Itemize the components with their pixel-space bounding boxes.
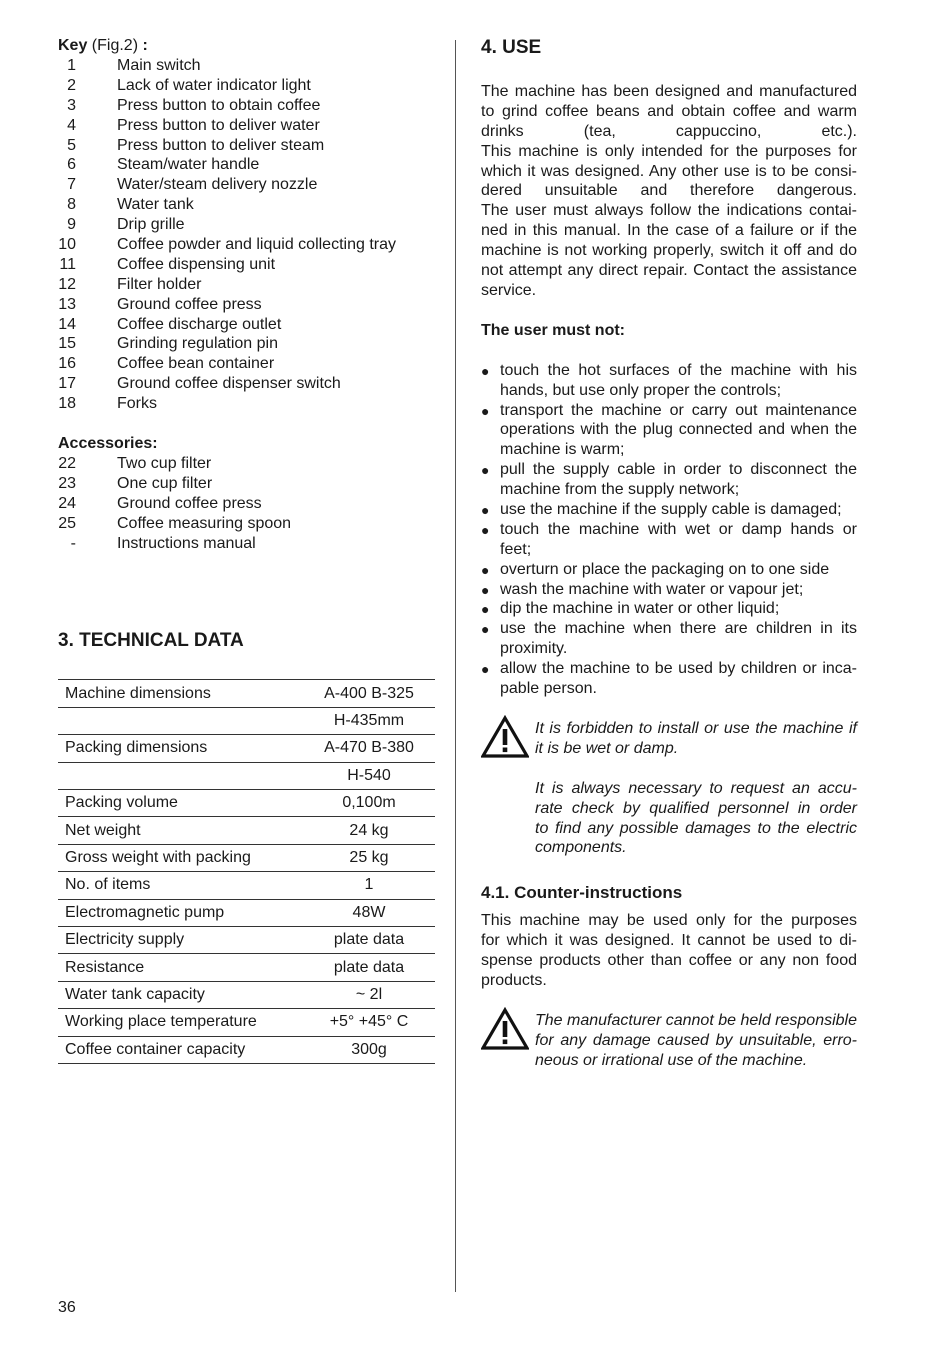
text-line: The manufacturer cannot be held responsible [535,1011,857,1029]
item-number: 1 [67,57,76,74]
table-row [58,927,435,954]
counter-instructions-paragraph [481,911,857,991]
text-line: ned in this manual. In the case of a failure or if the [481,222,857,240]
text-line: It is forbidden to install or use the machine if [535,719,857,737]
list-item [481,659,857,699]
text-line: The machine has been designed and manufactured [481,83,857,100]
list-item [58,514,436,534]
text-line: proximity. [500,640,568,658]
spec-value: ~ 2l [303,981,435,1008]
list-item [481,599,857,619]
text-line: ● dip the machine in water or other liquid; [500,600,780,618]
spec-value: H-435mm [303,707,435,734]
warning-text-check [535,779,857,859]
spec-value: 300g [303,1036,435,1063]
item-label: Forks [117,395,157,413]
text-line: service. [481,281,537,299]
item-number: 4 [67,116,76,134]
item-number: 23 [58,474,76,492]
spec-label: Packing dimensions [58,735,303,762]
item-number: 22 [58,455,76,473]
spec-label: Working place temperature [58,1009,303,1036]
text-line: for which it was designed. It cannot be used to di- [481,932,857,950]
list-item [58,374,436,394]
item-label: Coffee powder and liquid collecting tray [117,236,396,254]
table-row [58,817,435,844]
item-label: Drip grille [117,216,185,234]
text-line: machine is warm; [500,441,625,459]
use-heading: 4. USE [481,37,542,58]
list-item [481,500,857,520]
item-number: 7 [67,176,76,194]
list-item [58,215,436,235]
text-line: ● pull the supply cable in order to disconnect the [500,461,857,479]
text-line: rate check by qualified personnel in order [535,799,857,817]
item-label: Steam/water handle [117,156,260,174]
spec-label [58,707,303,734]
item-label: Ground coffee press [117,494,262,512]
item-number: 5 [67,136,76,154]
key-title: Key [58,37,88,54]
spec-value: plate data [303,954,435,981]
spec-label: Gross weight with packing [58,844,303,871]
item-label: Coffee dispensing unit [117,255,276,273]
item-label: Ground coffee dispenser switch [117,375,341,393]
item-number: 6 [67,156,76,174]
list-item [58,255,436,275]
text-line: drinks (tea, cappuccino, etc.). [481,122,857,140]
table-row [58,844,435,871]
list-item [58,295,436,315]
warning-block [481,719,857,858]
text-line: ● touch the machine with wet or damp hands or [500,520,857,538]
text-line: pable person. [500,680,597,698]
spec-label [58,762,303,789]
list-item [58,175,436,195]
text-line: to find any possible damages to the electric [535,819,857,837]
page-number: 36 [58,1299,76,1316]
key-heading [58,36,436,56]
item-label: One cup filter [117,474,213,492]
warning-text-wet [535,719,857,759]
text-line: ● use the machine if the supply cable is damaged; [500,501,842,519]
item-number: 14 [58,315,76,333]
spec-value: 48W [303,899,435,926]
table-row [58,680,435,707]
spec-label: Water tank capacity [58,981,303,1008]
list-item [481,401,857,461]
warning-triangle-icon [481,715,529,759]
key-list [58,56,436,414]
item-label: Coffee discharge outlet [117,315,282,333]
table-row [58,899,435,926]
spec-value: H-540 [303,762,435,789]
text-line: ● use the machine when there are children in its [500,620,857,638]
table-row [58,735,435,762]
item-number: - [70,534,76,552]
spec-label: Coffee container capacity [58,1036,303,1063]
text-line: operations with the plug connected and when the [500,421,857,439]
list-item [481,560,857,580]
text-line: machine from the supply network; [500,481,740,499]
item-number: 15 [58,335,76,353]
right-column [481,36,857,1071]
spec-label: Net weight [58,817,303,844]
warning-text-responsibility [535,1011,857,1071]
item-number: 12 [58,275,76,293]
text-line: The user must always follow the indications contai- [481,202,857,220]
user-must-not-heading: The user must not: [481,321,626,339]
key-colon: : [142,37,148,54]
spec-value: 1 [303,872,435,899]
text-line: dered unsuitable and therefore dangerous. [481,182,857,200]
text-line: feet; [500,540,532,558]
use-intro-paragraph [481,82,857,301]
table-row [58,762,435,789]
technical-data-heading: 3. TECHNICAL DATA [58,630,244,652]
list-item [58,116,436,136]
item-label: Main switch [117,57,201,74]
item-number: 8 [67,196,76,214]
text-line: it is be wet or damp. [535,739,679,757]
text-line: It is always necessary to request an accu- [535,779,857,797]
table-row [58,954,435,981]
spec-value: +5° +45° C [303,1009,435,1036]
item-number: 13 [58,295,76,313]
list-item [58,96,436,116]
table-row [58,981,435,1008]
spec-value: A-470 B-380 [303,735,435,762]
technical-data-table [58,679,435,1063]
list-item [58,454,436,474]
item-label: Press button to deliver water [117,116,320,134]
item-label: Two cup filter [117,455,212,473]
spec-label: Packing volume [58,790,303,817]
item-number: 3 [67,96,76,114]
item-number: 2 [67,76,76,94]
table-row [58,790,435,817]
list-item [58,354,436,374]
spec-value: 0,100m [303,790,435,817]
item-number: 9 [67,216,76,234]
item-label: Coffee measuring spoon [117,514,292,532]
item-label: Coffee bean container [117,355,275,373]
item-number: 11 [59,255,76,273]
item-number: 16 [58,355,76,373]
text-line: ● transport the machine or carry out maintenance [500,401,857,419]
item-number: 10 [58,236,76,254]
text-line: This machine is only intended for the purposes for [481,142,857,160]
text-line: products. [481,971,547,989]
text-line: hands, but use only proper the controls; [500,381,782,399]
spec-value: 24 kg [303,817,435,844]
text-line: neous or irrational use of the machine. [535,1051,808,1069]
text-line: which it was designed. Any other use is to be consi- [481,162,857,180]
text-line: machine is not working properly, switch it off and do [481,242,857,260]
list-item [58,534,436,554]
item-number: 18 [58,395,76,413]
list-item [58,235,436,255]
list-item [481,460,857,500]
column-divider [455,40,456,1292]
spec-label: No. of items [58,872,303,899]
list-item [58,315,436,335]
item-number: 25 [58,514,76,532]
list-item [481,520,857,560]
list-item [58,334,436,354]
text-line: ● allow the machine to be used by children or inca- [500,660,857,678]
item-label: Filter holder [117,275,202,293]
accessories-list [58,454,436,553]
table-row [58,707,435,734]
warning-block-responsibility [481,1011,857,1071]
list-item [58,394,436,414]
list-item [58,136,436,156]
table-row [58,872,435,899]
item-number: 24 [58,494,76,512]
item-label: Instructions manual [117,534,256,552]
counter-instructions-heading: 4.1. Counter-instructions [481,883,683,903]
item-label: Water/steam delivery nozzle [117,176,318,194]
item-number: 17 [58,375,76,393]
left-column [58,36,436,1064]
accessories-heading: Accessories: [58,435,158,453]
spec-value: plate data [303,927,435,954]
text-line: spense products other than coffee or any non food [481,952,857,970]
item-label: Press button to obtain coffee [117,96,321,114]
list-item [58,494,436,514]
spec-label: Electricity supply [58,927,303,954]
spec-value: A-400 B-325 [303,680,435,707]
spec-label: Electromagnetic pump [58,899,303,926]
item-label: Press button to deliver steam [117,136,325,154]
item-label: Grinding regulation pin [117,335,278,353]
item-label: Water tank [117,196,194,214]
spec-label: Resistance [58,954,303,981]
text-line: components. [535,839,627,857]
spec-value: 25 kg [303,844,435,871]
text-line: This machine may be used only for the purposes [481,912,857,930]
list-item [481,361,857,401]
item-label: Lack of water indicator light [117,76,311,94]
table-row [58,1036,435,1063]
text-line: ● touch the hot surfaces of the machine with his [500,361,857,379]
key-figure-ref: (Fig.2) [87,37,143,54]
spec-label: Machine dimensions [58,680,303,707]
item-label: Ground coffee press [117,295,262,313]
table-row [58,1009,435,1036]
list-item [58,76,436,96]
text-line: ● overturn or place the packaging on to one side [500,560,830,578]
warning-triangle-icon [481,1007,529,1051]
list-item [481,580,857,600]
text-line: to grind coffee beans and obtain coffee and warm [481,102,857,120]
list-item [58,155,436,175]
text-line: not attempt any direct repair. Contact the assistance [481,262,857,280]
list-item [58,195,436,215]
list-item [58,275,436,295]
text-line: for any damage caused by unsuitable, erro- [535,1031,857,1049]
text-line: ● wash the machine with water or vapour jet; [500,580,804,598]
must-not-list [481,361,857,699]
list-item [481,619,857,659]
list-item [58,474,436,494]
list-item [58,56,436,76]
